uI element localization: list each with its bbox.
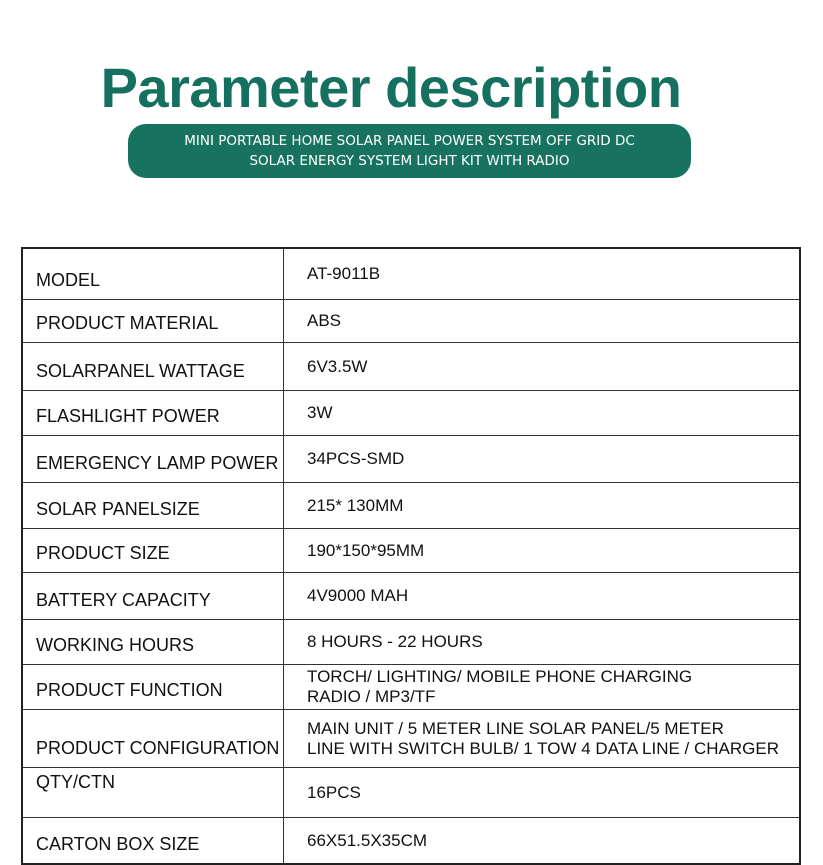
- spec-value-line: TORCH/ LIGHTING/ MOBILE PHONE CHARGING: [307, 667, 693, 686]
- subtitle-banner: [128, 124, 691, 178]
- spec-value: [284, 436, 799, 482]
- table-row: [23, 482, 799, 528]
- spec-value-line: LINE WITH SWITCH BULB/ 1 TOW 4 DATA LINE / CHARGER: [307, 738, 779, 758]
- spec-value-line: 4V9000 MAH: [307, 586, 409, 605]
- spec-value-line: 8 HOURS - 22 HOURS: [307, 632, 483, 651]
- table-row: [23, 619, 799, 664]
- spec-label: BATTERY CAPACITY: [23, 573, 284, 619]
- table-row: [23, 435, 799, 482]
- spec-value: [284, 529, 799, 572]
- spec-label: EMERGENCY LAMP POWER: [23, 436, 284, 482]
- spec-value: [284, 573, 799, 619]
- spec-value: [284, 620, 799, 664]
- spec-value-line: 34PCS-SMD: [307, 449, 405, 468]
- spec-value: [284, 710, 799, 767]
- table-row: [23, 342, 799, 390]
- spec-value: [284, 483, 799, 528]
- spec-label: MODEL: [23, 249, 284, 299]
- spec-value: [284, 391, 799, 435]
- table-row: [23, 664, 799, 709]
- spec-value: [284, 249, 799, 299]
- spec-label: FLASHLIGHT POWER: [23, 391, 284, 435]
- spec-label: PRODUCT FUNCTION: [23, 665, 284, 709]
- spec-value-line: 215* 130MM: [307, 495, 404, 515]
- spec-value-line: RADIO / MP3/TF: [307, 687, 436, 706]
- spec-label: CARTON BOX SIZE: [23, 818, 284, 863]
- spec-label: WORKING HOURS: [23, 620, 284, 664]
- page-title: Parameter description: [100, 56, 682, 119]
- table-row: [23, 767, 799, 817]
- spec-label: SOLAR PANELSIZE: [23, 483, 284, 528]
- subtitle-line-1: MINI PORTABLE HOME SOLAR PANEL POWER SYSTEM OFF GRID DC: [184, 133, 635, 149]
- table-row: [23, 249, 799, 299]
- subtitle-line-2: SOLAR ENERGY SYSTEM LIGHT KIT WITH RADIO: [249, 153, 570, 169]
- spec-value: [284, 665, 799, 709]
- spec-value-line: MAIN UNIT / 5 METER LINE SOLAR PANEL/5 METER: [307, 718, 724, 738]
- spec-label: PRODUCT SIZE: [23, 529, 284, 572]
- spec-value: [284, 343, 799, 390]
- spec-value: [284, 818, 799, 863]
- table-row: [23, 572, 799, 619]
- table-row: [23, 528, 799, 572]
- table-row: [23, 817, 799, 863]
- spec-value-line: 6V3.5W: [307, 356, 368, 376]
- spec-value-line: ABS: [307, 311, 342, 330]
- spec-value: [284, 300, 799, 342]
- spec-label: QTY/CTN: [23, 768, 284, 817]
- spec-value-line: 16PCS: [307, 782, 361, 802]
- spec-value-line: AT-9011B: [307, 264, 381, 283]
- spec-value: [284, 768, 799, 817]
- spec-label: SOLARPANEL WATTAGE: [23, 343, 284, 390]
- table-row: [23, 390, 799, 435]
- table-row: [23, 299, 799, 342]
- spec-table: [21, 247, 801, 865]
- table-row: [23, 709, 799, 767]
- spec-value-line: 3W: [307, 403, 333, 422]
- spec-value-line: 190*150*95MM: [307, 540, 425, 560]
- spec-value-line: 66X51.5X35CM: [307, 830, 428, 850]
- spec-label: PRODUCT CONFIGURATION: [23, 710, 284, 767]
- spec-label: PRODUCT MATERIAL: [23, 300, 284, 342]
